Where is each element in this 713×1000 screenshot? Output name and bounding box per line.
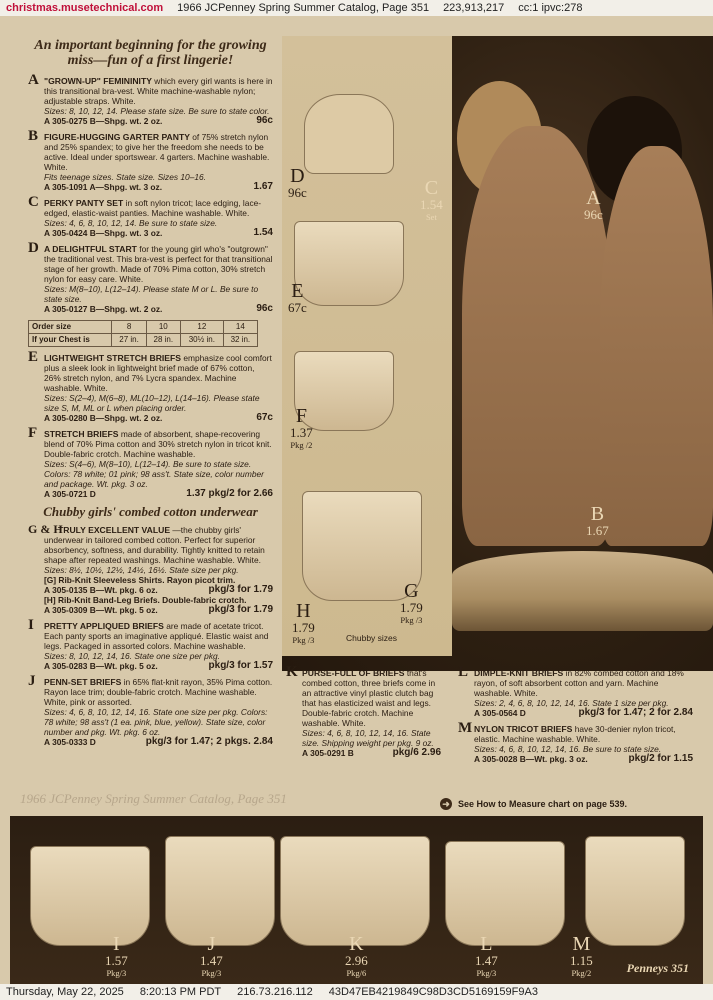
item-d: D A DELIGHTFUL START for the young girl who's "outgrown" the traditional vest. This bra-vest is perfect for that transitional stage of her growth. Made of 70% Pima cotton, 30% stretch nylon for easy care. White. Sizes: M(8–10), L(12–14). Please state M or L. Be sure to state size. A 305-0127 B—Shpg. wt. 2 oz. 96c (28, 240, 273, 314)
product-photo-panel (282, 36, 452, 656)
arrow-icon: ➜ (440, 798, 452, 810)
middle-column (286, 664, 441, 764)
top-info-bar (0, 0, 713, 16)
bottom-info-bar (0, 984, 713, 1000)
item-m: M NYLON TRICOT BRIEFS have 30-denier nylon tricot, elastic. Machine washable. White. Sizes: 4, 6, 8, 10, 12, 14, 16. Be sure to state size. A 305-0028 B—Wt. pkg. 3 oz. pkg/2 for 1.15 (458, 720, 693, 764)
left-column (28, 38, 273, 753)
item-i: I PRETTY APPLIQUED BRIEFS are made of acetate tricot. Each panty sports an imaginative appliqué. Elastic waist and legs. Packaged in assorted colors. Machine washable. Sizes: 8, 10, 12, 14, 16. State one size per pkg. A 305-0283 B—Wt. pkg. 5 oz. pkg/3 for 1.57 (28, 617, 273, 671)
label-a: A 96c (584, 187, 603, 222)
label-f: F 1.37 Pkg /2 (290, 405, 313, 450)
item-f: F STRETCH BRIEFS made of absorbent, shape-recovering blend of 70% Pima cotton and 30% stretch nylon in tricot knit. Double-fabric crotch. Machine washable. Sizes: S(4–6), M(8–10), L(12–14). Be sure to state size. Colors: 78 white; 01 pink; 98 ass't. State size, color number and package. Wt. pkg. 3 oz. A 305-0721 D 1.37 pkg/2 for 2.66 (28, 425, 273, 499)
date-text: Thursday, May 22, 2025 (6, 986, 124, 998)
briefs-photo-strip (10, 816, 703, 984)
label-e: E 67c (288, 280, 307, 315)
item-j: J PENN-SET BRIEFS in 65% flat-knit rayon, 35% Pima cotton. Rayon lace trim; double-fabric crotch. Machine washable. White, pink or assorted. Sizes: 4, 6, 8, 10, 12, 14, 16. State one size per pkg. Colors: 78 white; 98 ass't (1 ea. pink, blue, yellow). State size, color number and pkg. Wt. pkg. 6 oz. A 305-0333 D pkg/3 for 1.47; 2 pkgs. 2.84 (28, 673, 273, 747)
label-j: J 1.47 Pkg/3 (200, 933, 223, 978)
page-heading: An important beginning for the growing miss—fun of a first lingerie! (34, 38, 267, 68)
brief-image-j (165, 836, 275, 946)
chubby-heading: Chubby girls' combed cotton underwear (43, 504, 258, 519)
hash-text: 43D47EB4219849C98D3CD5169159F9A3 (328, 986, 538, 998)
model-girl-right (600, 146, 713, 546)
brief-image-e (294, 221, 404, 306)
item-l: L DIMPLE-KNIT BRIEFS in 82% combed cotton and 18% rayon, of soft absorbent cotton and yarn. Machine washable. White. Sizes: 2, 4, 6, 8, 10, 12, 14, 16. State 1 size per pkg. A 305-0564 D pkg/3 for 1.47; 2 for 2.84 (458, 664, 693, 718)
label-c: C 1.54 Set (420, 177, 443, 222)
view-count: 223,913,217 (443, 2, 505, 14)
catalog-page (0, 16, 713, 984)
item-gh: G & H TRULY EXCELLENT VALUE —the chubby girls' underwear in tailored combed cotton. Perfect for superior absorbency, softness, and durability. Tightly knitted to retain shape after repeated washings. Machine washable. White. Sizes: 8½, 10½, 12½, 14½, 16½. State size per pkg. [G] Rib-Knit Sleeveless Shirts. Rayon picot trim. A 305-0135 B—Wt. pkg. 6 oz. pkg/3 for 1.79 [H] Rib-Knit Band-Leg Briefs. Double-fabric crotch. A 305-0309 B—Wt. pkg. 5 oz. pkg/3 for 1.79 (28, 522, 273, 615)
brief-image-l (445, 841, 565, 946)
ip-text: 216.73.216.112 (237, 986, 313, 998)
time-text: 8:20:13 PM PDT (139, 986, 222, 998)
label-h: H 1.79 Pkg /3 (292, 600, 315, 645)
brief-image-m (585, 836, 685, 946)
brief-image-k (280, 836, 430, 946)
label-i: I 1.57 Pkg/3 (105, 933, 128, 978)
measure-note: ➜ See How to Measure chart on page 539. (440, 798, 627, 810)
label-d: D 96c (288, 165, 307, 200)
item-e: E LIGHTWEIGHT STRETCH BRIEFS emphasize cool comfort plus a sleek look in lightweight brief made of 67% cotton, 26% stretch nylon, and 7% Lycra spandex. Machine washable. White. Sizes: S(2–4), M(6–8), ML(10–12), L(14–16). Please state size S, M, ML or L when placing order. A 305-0280 B—Shpg. wt. 2 oz. 67c (28, 349, 273, 423)
table-prop-image (452, 551, 713, 631)
bra-vest-image (304, 94, 394, 174)
page-footer: Penneys 351 (626, 961, 689, 975)
label-m: M 1.15 Pkg/2 (570, 933, 593, 978)
size-chart: Order size 8 10 12 14 If your Chest is 27 in. 28 in. 30½ in. 32 in. (28, 320, 258, 347)
label-b: B 1.67 (586, 503, 609, 538)
label-k: K 2.96 Pkg/6 (345, 933, 368, 978)
item-c: C PERKY PANTY SET in soft nylon tricot; lace edging, lace-edged, elastic-waist panties. Machine washable. White. Sizes: 4, 6, 8, 10, 12, 14. Be sure to state size. A 305-0424 B—Shpg. wt. 3 oz. 1.54 (28, 194, 273, 238)
license-info: cc:1 ipvc:278 (518, 2, 583, 14)
label-g: G 1.79 Pkg /3 (400, 580, 423, 625)
item-a: A "GROWN-UP" FEMININITY which every girl wants is here in this transitional bra-vest. White machine-washable nylon; adjustable straps. White. Sizes: 8, 10, 12, 14. Please state size. Be sure to state color. A 305-0275 B—Shpg. wt. 2 oz. 96c (28, 72, 273, 126)
chubby-sizes-caption: Chubby sizes (346, 633, 398, 643)
catalog-title: 1966 JCPenney Spring Summer Catalog, Page 351 (177, 2, 430, 14)
brief-image-i (30, 846, 150, 946)
right-column (458, 664, 693, 770)
watermark: 1966 JCPenney Spring Summer Catalog, Page 351 (20, 791, 287, 806)
item-k: K PURSE-FULL OF BRIEFS that's combed cotton, three briefs come in an attractive vinyl plastic clutch bag that has elasticized waist and legs. Double-fabric crotch. Machine washable. White. Sizes: 4, 6, 8, 10, 12, 14, 16. State size. Shipping weight per pkg. 9 oz. A 305-0291 B pkg/6 2.96 (286, 664, 441, 758)
site-link[interactable]: christmas.musetechnical.com (6, 2, 164, 14)
item-b: B FIGURE-HUGGING GARTER PANTY of 75% stretch nylon and 25% spandex; to give her the freedom she needs to be active. Ideal under sportswear. 4 garters. Machine washable. White. Fits teenage sizes. State size. Sizes 10–16. A 305-1091 A—Shpg. wt. 3 oz. 1.67 (28, 128, 273, 192)
label-l: L 1.47 Pkg/3 (475, 933, 498, 978)
